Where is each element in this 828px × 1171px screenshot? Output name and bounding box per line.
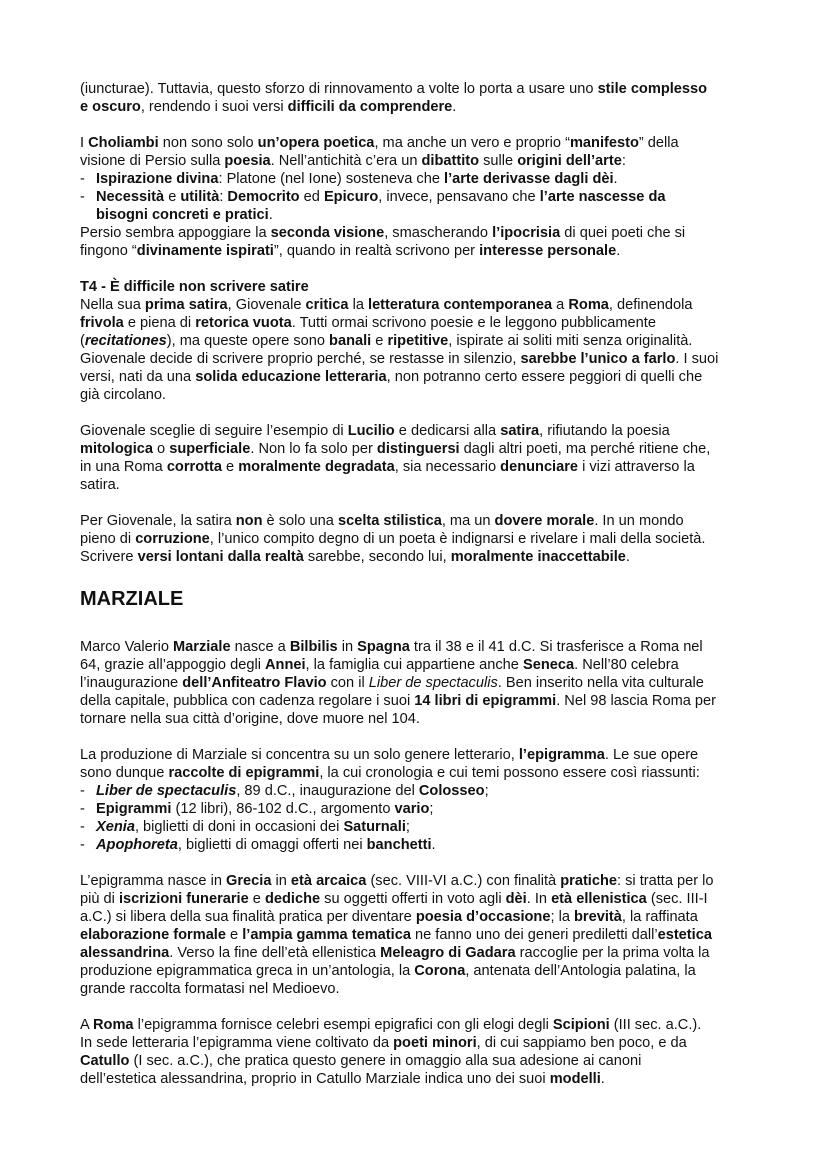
bold-text: superficiale [169,441,251,457]
text-run: Giovenale sceglie di seguire l’esempio di [80,423,348,439]
text-run: versi, nati da una [80,369,196,385]
text-line [80,548,780,566]
text-run: pieno di [80,531,136,547]
paragraph [80,872,780,998]
text-line [80,350,780,368]
text-run: già circolano. [80,387,166,403]
text-line [80,152,780,170]
text-run: dagli altri poeti, ma perché ritiene che, [459,441,711,457]
document-page [80,80,780,1106]
text-run: con il [326,675,369,691]
text-run: (sec. VIII-VI a.C.) con finalità [366,873,561,889]
bold-text: Bilbilis [289,639,338,655]
italic-text: Liber de spectaculis [368,675,498,691]
bold-text: modelli [549,1071,601,1087]
bold-text: Roma [92,1017,134,1033]
text-run: e [371,333,388,349]
text-run: e [248,891,265,907]
bold-text: estetica [657,927,712,943]
paragraph [80,1016,780,1088]
section-heading: MARZIALE [80,588,184,610]
bold-text: solida educazione letteraria [195,369,387,385]
bold-text: corrotta [166,459,222,475]
bold-text: poesia d’occasione [415,909,551,925]
bold-text: Democrito [227,189,300,205]
bold-text: dibattito [421,153,480,169]
bold-text: stile complesso [597,81,708,97]
bold-text: Grecia [226,873,272,889]
text-run: (III sec. a.C.). [609,1017,702,1033]
text-run: della capitale, pubblica con cadenza regolare i suoi [80,693,415,709]
text-run: o [152,441,170,457]
text-run: grande raccolta formatasi nel Medioevo. [80,981,340,997]
bold-text: utilità [180,189,220,205]
bold-text: critica [305,297,349,313]
text-run: . [431,837,436,853]
text-run: Scrivere [80,549,138,565]
text-line [80,512,780,530]
text-run: In sede letteraria l’epigramma viene coltivato da [80,1035,394,1051]
text-run: in una Roma [80,459,167,475]
bold-text: poeti minori [393,1035,477,1051]
text-run: visione di Persio sulla [80,153,225,169]
text-run: . I suoi [675,351,719,367]
bold-italic-text: recitationes [84,333,167,349]
bullet-dash: - [80,171,85,187]
bold-text: brevità [574,909,622,925]
text-run: ; [429,801,434,817]
bold-text: Choliambi [88,135,159,151]
text-run: : si tratta per lo [617,873,714,889]
list-item [80,818,780,836]
text-line [80,458,780,476]
bold-text: l’epigramma [518,747,605,763]
text-run: ne fanno uno dei generi prediletti dall’ [410,927,658,943]
text-run: . [616,243,621,259]
text-run: : [621,153,626,169]
bold-text: Spagna [357,639,410,655]
paragraph [80,746,780,854]
bold-text: età ellenistica [551,891,647,907]
text-run: ), ma queste opere sono [166,333,330,349]
text-run: nasce a [230,639,290,655]
text-run: i vizi attraverso la [578,459,695,475]
text-line [80,656,780,674]
text-run: non sono solo [158,135,258,151]
text-run: e piena di [123,315,196,331]
text-line [80,890,780,908]
text-run: e dedicarsi alla [394,423,501,439]
text-run: e [164,189,181,205]
bold-text: Annei [265,657,306,673]
bullet-dash: - [80,783,85,799]
list-item [80,188,780,206]
bold-text: letteratura contemporanea [368,297,553,313]
text-line [80,242,780,260]
bold-text: origini dell’arte [517,153,622,169]
bullet-dash: - [80,189,85,205]
bold-text: alessandrina [80,945,170,961]
text-run: , biglietti di omaggi offerti nei [177,837,367,853]
text-run: . Verso la fine dell’età ellenistica [169,945,381,961]
text-line [80,980,780,998]
text-line [80,692,780,710]
bold-text: età arcaica [290,873,367,889]
text-run: Marco Valerio [80,639,173,655]
text-run: raccoglie per la prima volta la [515,945,710,961]
bold-text: Seneca [522,657,575,673]
bold-text: interesse personale [479,243,617,259]
bold-text: mitologica [80,441,153,457]
bold-text: dovere morale [494,513,595,529]
text-run: , smascherando [384,225,493,241]
bold-text: Meleagro di Gadara [380,945,516,961]
bold-text: corruzione [135,531,210,547]
text-run: ; [484,783,489,799]
bold-text: poesia [224,153,271,169]
bold-text: Marziale [173,639,231,655]
text-line [80,872,780,890]
text-run: A [80,1017,93,1033]
text-run: : Platone (nel Ione) sosteneva che [218,171,445,187]
text-line [80,764,780,782]
bold-text: moralmente degradata [238,459,395,475]
text-run: , la cui cronologia e cui temi possono essere così riassunti: [319,765,700,781]
bold-text: non [235,513,263,529]
bold-text: Colosseo [418,783,485,799]
text-run: produzione epigrammatica greca in un’antologia, la [80,963,415,979]
text-run: ( [80,333,85,349]
text-run: (I sec. a.C.), che pratica questo genere in omaggio alla sua adesione ai canoni [129,1053,642,1069]
text-run: . Nell’80 celebra [574,657,679,673]
text-run: sarebbe, secondo lui, [303,549,451,565]
text-line [80,224,780,242]
bullet-dash: - [80,801,85,817]
text-run: Giovenale decide di scrivere proprio perché, se restasse in silenzio, [80,351,521,367]
bold-text: bisogni concreti e pratici [96,207,269,223]
text-run: . Le sue opere [604,747,699,763]
text-line [80,80,780,98]
text-run: Nella sua [80,297,145,313]
text-run: , 89 d.C., inaugurazione del [236,783,419,799]
bold-text: seconda visione [270,225,385,241]
text-run: . Nell’antichità c’era un [270,153,422,169]
text-line [80,962,780,980]
text-run: Persio sembra appoggiare la [80,225,271,241]
text-run: in [271,873,291,889]
bold-text: e oscuro [80,99,141,115]
text-run: , di cui sappiamo ben poco, e da [476,1035,687,1051]
bold-italic-text: Xenia [96,819,135,835]
bold-italic-text: Liber de spectaculis [96,783,237,799]
text-line [80,1070,780,1088]
list-item [80,170,780,188]
bold-text: Lucilio [347,423,395,439]
paragraph [80,638,780,728]
text-line [80,908,780,926]
text-run: . In [526,891,552,907]
bold-text: distinguersi [376,441,460,457]
bold-text: iscrizioni funerarie [118,891,249,907]
bold-text: dèi [505,891,527,907]
text-run: , ma anche un vero e proprio “ [374,135,570,151]
text-line [80,944,780,962]
text-run: . Ben inserito nella vita culturale [497,675,704,691]
text-run: , l’unico compito degno di un poeta è indignarsi e rivelare i mali della società. [209,531,706,547]
bold-text: Ispirazione divina [96,171,219,187]
text-line [80,368,780,386]
list-item [80,800,780,818]
text-line [80,440,780,458]
bold-text: denunciare [500,459,579,475]
text-run: (sec. III-I [646,891,708,907]
bold-text: versi lontani dalla realtà [137,549,304,565]
text-run: . Nel 98 lascia Roma per [556,693,716,709]
text-run: , la raffinata [621,909,698,925]
text-line [80,332,780,350]
bold-text: Catullo [80,1053,130,1069]
text-run: dell’estetica alessandrina, proprio in Catullo Marziale indica uno dei suoi [80,1071,550,1087]
bold-text: sarebbe l’unico a farlo [520,351,676,367]
text-run: ” della [638,135,679,151]
bold-text: Saturnali [343,819,406,835]
text-line [80,1016,780,1034]
text-run: e [221,459,239,475]
bold-text: l’arte derivasse dagli dèi [444,171,614,187]
text-run: : [219,189,228,205]
text-run: , biglietti di doni in occasioni dei [134,819,344,835]
text-run: ”, quando in realtà scrivono per [273,243,480,259]
text-run: a.C.) si libera della sua finalità pratica per diventare [80,909,416,925]
paragraph [80,422,780,494]
text-line [80,98,780,116]
text-run: (iuncturae). Tuttavia, questo sforzo di rinnovamento a volte lo porta a usare uno [80,81,598,97]
text-line [80,206,780,224]
text-line [80,1052,780,1070]
text-run: e [225,927,243,943]
text-run: tornare nella sua città d’origine, dove muore nel 104. [80,711,420,727]
bold-text: l’ampia gamma tematica [242,927,411,943]
text-run: fingono “ [80,243,137,259]
text-run: . Non lo fa solo per [250,441,377,457]
bold-text: moralmente inaccettabile [450,549,626,565]
bold-text: l’arte nascesse da [539,189,666,205]
bold-text: vario [394,801,430,817]
bold-text: divinamente ispirati [136,243,274,259]
text-run: . Tutti ormai scrivono poesie e le leggono pubblicamente [291,315,656,331]
text-run: , la famiglia cui appartiene anche [305,657,523,673]
bold-text: ripetitive [387,333,449,349]
text-run: , invece, pensavano che [378,189,540,205]
bold-text: Necessità [96,189,165,205]
text-run: su oggetti offerti in voto agli [320,891,506,907]
list-item [80,782,780,800]
text-run: , rendendo i suoi versi [140,99,288,115]
bold-text: banali [329,333,372,349]
text-line [80,674,780,692]
text-run: è solo una [262,513,338,529]
text-run: tra il 38 e il 41 d.C. Si trasferisce a Roma nel [409,639,703,655]
bullet-dash: - [80,819,85,835]
bold-text: Epigrammi [96,801,172,817]
text-line [80,746,780,764]
list-item [80,836,780,854]
text-run: La produzione di Marziale si concentra su un solo genere letterario, [80,747,519,763]
text-run: sulle [479,153,518,169]
bold-text: retorica vuota [195,315,292,331]
bold-text: 14 libri di epigrammi [414,693,557,709]
bold-text: dediche [264,891,321,907]
bold-text: banchetti [366,837,432,853]
text-run: ed [299,189,324,205]
paragraph [80,278,780,404]
bold-text: un’opera poetica [257,135,375,151]
text-run: in [337,639,358,655]
text-run: ; la [550,909,574,925]
text-run: più di [80,891,119,907]
text-run: , antenata dell’Antologia palatina, la [465,963,696,979]
text-line [80,1034,780,1052]
text-run: , Giovenale [227,297,306,313]
text-run: di quei poeti che si [560,225,686,241]
text-run: , sia necessario [394,459,501,475]
text-run: satira. [80,477,120,493]
paragraph [80,80,780,116]
bold-text: elaborazione formale [80,927,226,943]
text-line [80,476,780,494]
bullet-dash: - [80,837,85,853]
text-run: la [348,297,369,313]
bold-text: Epicuro [323,189,379,205]
text-run: , definendola [608,297,693,313]
bold-text: satira [500,423,540,439]
bold-text: Roma [568,297,609,313]
bold-text: dell’Anfiteatro Flavio [182,675,327,691]
bold-text: pratiche [560,873,618,889]
text-run: (12 libri), 86-102 d.C., argomento [171,801,395,817]
text-run: ; [405,819,410,835]
text-run: 64, grazie all’appoggio degli [80,657,265,673]
bold-text: T4 - È difficile non scrivere satire [80,279,309,295]
bold-text: l’ipocrisia [492,225,561,241]
bold-text: difficili da comprendere [287,99,453,115]
bold-text: Corona [414,963,466,979]
text-run: l’epigramma fornisce celebri esempi epigrafici con gli elogi degli [133,1017,553,1033]
text-line [80,134,780,152]
text-line [80,314,780,332]
text-run: , non potranno certo essere peggiori di quelli che [386,369,703,385]
text-run: , rifiutando la poesia [539,423,670,439]
bold-text: prima satira [144,297,228,313]
text-run: . In un mondo [594,513,684,529]
text-run: . [600,1071,605,1087]
bold-text: frivola [80,315,124,331]
text-run: L’epigramma nasce in [80,873,227,889]
bold-italic-text: Apophoreta [96,837,178,853]
text-run: . [452,99,457,115]
bold-text: manifesto [569,135,639,151]
text-run: l’inaugurazione [80,675,183,691]
text-line [80,278,780,296]
text-run: . [613,171,618,187]
text-run: Per Giovenale, la satira [80,513,236,529]
bold-text: raccolte di epigrammi [168,765,320,781]
text-run: , ma un [441,513,495,529]
text-run: sono dunque [80,765,169,781]
text-line [80,638,780,656]
text-run: , ispirate ai soliti miti senza originalità. [448,333,693,349]
paragraph [80,512,780,566]
text-run: . [268,207,273,223]
bold-text: Scipioni [552,1017,610,1033]
text-line [80,710,780,728]
text-line [80,386,780,404]
text-run: I [80,135,89,151]
text-line [80,926,780,944]
bold-text: scelta stilistica [337,513,442,529]
text-run: a [552,297,569,313]
text-line [80,530,780,548]
text-run: . [625,549,630,565]
text-line [80,422,780,440]
paragraph [80,134,780,260]
text-line [80,296,780,314]
